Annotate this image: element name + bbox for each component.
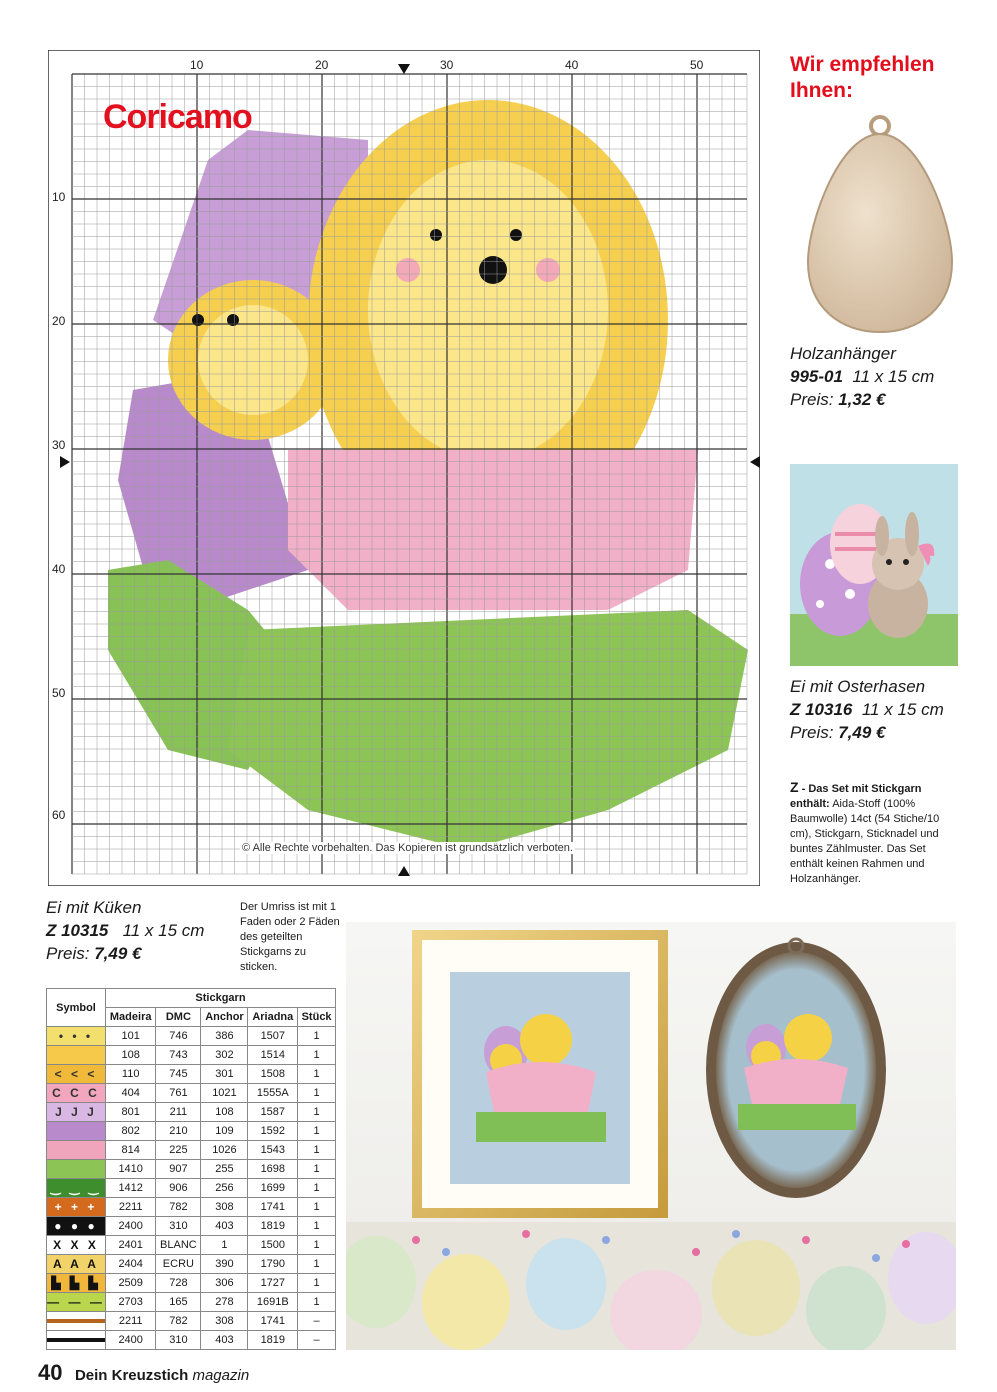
- symbol-swatch: C C C: [47, 1084, 105, 1102]
- legend-ariadna: 1699: [248, 1179, 298, 1198]
- legend-dmc: 907: [156, 1160, 201, 1179]
- legend-row: [47, 1084, 336, 1103]
- product-code: Z 10315: [46, 921, 109, 940]
- outline-note: Der Umriss ist mit 1 Faden oder 2 Fäden des geteilten Stickgarns zu sticken.: [240, 901, 340, 973]
- top-axis-numbers: [190, 58, 730, 74]
- left-number: 60: [52, 808, 66, 822]
- legend-symbol: [47, 1065, 106, 1084]
- legend-row: [47, 1274, 336, 1293]
- symbol-header: Symbol: [47, 989, 106, 1027]
- legend-stueck: –: [298, 1312, 336, 1331]
- legend-madeira: 802: [106, 1122, 156, 1141]
- symbol-swatch: [47, 1046, 105, 1064]
- product-code: Z 10316: [790, 700, 853, 719]
- symbol-swatch: J J J: [47, 1103, 105, 1121]
- legend-symbol: [47, 1141, 106, 1160]
- legend-symbol: [47, 1122, 106, 1141]
- legend-anchor: 255: [201, 1160, 248, 1179]
- legend-dmc: 906: [156, 1179, 201, 1198]
- legend-stueck: 1: [298, 1179, 336, 1198]
- left-number: 10: [52, 190, 66, 204]
- legend-madeira: 2404: [106, 1255, 156, 1274]
- left-number: 20: [52, 314, 66, 328]
- top-number: 30: [440, 58, 454, 72]
- legend-dmc: 746: [156, 1027, 201, 1046]
- symbol-swatch: [47, 1141, 105, 1159]
- legend-madeira: 108: [106, 1046, 156, 1065]
- product-price: 7,49 €: [94, 944, 142, 963]
- legend-row: [47, 1255, 336, 1274]
- col-ariadna: Ariadna: [248, 1008, 298, 1027]
- finished-work-photo: [346, 922, 956, 1350]
- legend-stueck: 1: [298, 1046, 336, 1065]
- set-title: - Das Set mit Stickgarn enthält:: [790, 783, 922, 810]
- legend-symbol: [47, 1255, 106, 1274]
- legend-row: [47, 1027, 336, 1046]
- legend-ariadna: 1698: [248, 1160, 298, 1179]
- product-price: 7,49 €: [838, 723, 886, 742]
- legend-anchor: 256: [201, 1179, 248, 1198]
- legend-symbol: [47, 1236, 106, 1255]
- legend-ariadna: 1514: [248, 1046, 298, 1065]
- legend-ariadna: 1790: [248, 1255, 298, 1274]
- legend-symbol: [47, 1103, 106, 1122]
- legend-stueck: 1: [298, 1065, 336, 1084]
- left-axis-numbers: [52, 190, 72, 830]
- legend-anchor: 109: [201, 1122, 248, 1141]
- legend-dmc: 211: [156, 1103, 201, 1122]
- legend-row: [47, 1236, 336, 1255]
- legend-row: [47, 1065, 336, 1084]
- legend-madeira: 1412: [106, 1179, 156, 1198]
- legend-stueck: 1: [298, 1084, 336, 1103]
- legend-madeira: 801: [106, 1103, 156, 1122]
- price-label: Preis:: [790, 723, 834, 742]
- legend-ariadna: 1592: [248, 1122, 298, 1141]
- thread-legend: [46, 988, 336, 1350]
- symbol-swatch: A A A: [47, 1255, 105, 1273]
- legend-symbol: [47, 1198, 106, 1217]
- legend-symbol: [47, 1084, 106, 1103]
- legend-anchor: 1: [201, 1236, 248, 1255]
- legend-stueck: 1: [298, 1293, 336, 1312]
- symbol-swatch: ● ● ●: [47, 1217, 105, 1235]
- legend-anchor: 308: [201, 1312, 248, 1331]
- price-label: Preis:: [790, 390, 834, 409]
- legend-row: [47, 1046, 336, 1065]
- legend-anchor: 403: [201, 1217, 248, 1236]
- legend-madeira: 110: [106, 1065, 156, 1084]
- col-madeira: Madeira: [106, 1008, 156, 1027]
- legend-madeira: 2401: [106, 1236, 156, 1255]
- legend-ariadna: 1691B: [248, 1293, 298, 1312]
- legend-symbol: [47, 1331, 106, 1350]
- symbol-swatch: [47, 1160, 105, 1178]
- legend-dmc: 210: [156, 1122, 201, 1141]
- legend-dmc: 782: [156, 1198, 201, 1217]
- legend-symbol: [47, 1217, 106, 1236]
- stickgarn-header: Stickgarn: [106, 989, 336, 1008]
- page-number: 40: [38, 1360, 63, 1385]
- legend-ariadna: 1819: [248, 1331, 298, 1350]
- legend-symbol: [47, 1293, 106, 1312]
- product-code: 995-01: [790, 367, 843, 386]
- symbol-swatch: — — —: [47, 1295, 105, 1309]
- wooden-egg-image: [800, 112, 960, 334]
- legend-symbol: [47, 1179, 106, 1198]
- product-name: Ei mit Osterhasen: [790, 677, 926, 696]
- legend-ariadna: 1587: [248, 1103, 298, 1122]
- legend-ariadna: 1727: [248, 1274, 298, 1293]
- legend-madeira: 2509: [106, 1274, 156, 1293]
- product-size: 11 x 15 cm: [852, 367, 935, 386]
- legend-dmc: 728: [156, 1274, 201, 1293]
- set-contents: [790, 780, 955, 887]
- recommend-heading: Wir empfehlen Ihnen:: [790, 53, 935, 102]
- legend-madeira: 101: [106, 1027, 156, 1046]
- legend-dmc: 743: [156, 1046, 201, 1065]
- legend-row: [47, 1160, 336, 1179]
- symbol-swatch: < < <: [47, 1065, 105, 1083]
- legend-stueck: 1: [298, 1236, 336, 1255]
- left-number: 40: [52, 562, 66, 576]
- legend-anchor: 302: [201, 1046, 248, 1065]
- legend-stueck: 1: [298, 1160, 336, 1179]
- legend-anchor: 1021: [201, 1084, 248, 1103]
- top-number: 50: [690, 58, 704, 72]
- legend-dmc: 225: [156, 1141, 201, 1160]
- legend-ariadna: 1508: [248, 1065, 298, 1084]
- legend-anchor: 278: [201, 1293, 248, 1312]
- symbol-swatch: • • •: [47, 1027, 105, 1045]
- copyright-note: [240, 842, 575, 854]
- legend-stueck: 1: [298, 1217, 336, 1236]
- brand-logo: Coricamo: [103, 98, 252, 136]
- legend-anchor: 108: [201, 1103, 248, 1122]
- copyright-text: Alle Rechte vorbehalten. Das Kopieren ist grundsätzlich verboten.: [252, 842, 573, 854]
- symbol-swatch: [47, 1312, 105, 1330]
- legend-ariadna: 1543: [248, 1141, 298, 1160]
- legend-ariadna: 1555A: [248, 1084, 298, 1103]
- product-price: 1,32 €: [838, 390, 886, 409]
- legend-anchor: 301: [201, 1065, 248, 1084]
- symbol-swatch: + + +: [47, 1198, 105, 1216]
- legend-dmc: 310: [156, 1217, 201, 1236]
- legend-ariadna: 1500: [248, 1236, 298, 1255]
- legend-row: [47, 1198, 336, 1217]
- symbol-swatch: [47, 1331, 105, 1349]
- legend-stueck: 1: [298, 1255, 336, 1274]
- legend-symbol: [47, 1046, 106, 1065]
- legend-dmc: BLANC: [156, 1236, 201, 1255]
- legend-stueck: 1: [298, 1122, 336, 1141]
- legend-stueck: –: [298, 1331, 336, 1350]
- legend-madeira: 814: [106, 1141, 156, 1160]
- bunny-kit-image: [790, 464, 958, 666]
- legend-row: [47, 1331, 336, 1350]
- legend-dmc: 165: [156, 1293, 201, 1312]
- legend-row: [47, 1217, 336, 1236]
- legend-row: [47, 1293, 336, 1312]
- legend-stueck: 1: [298, 1027, 336, 1046]
- col-dmc: DMC: [156, 1008, 201, 1027]
- legend-anchor: 306: [201, 1274, 248, 1293]
- legend-madeira: 2400: [106, 1217, 156, 1236]
- price-label: Preis:: [46, 944, 90, 963]
- legend-anchor: 390: [201, 1255, 248, 1274]
- page-footer: [38, 1360, 249, 1386]
- top-number: 10: [190, 58, 204, 72]
- main-product: [46, 896, 246, 965]
- product-size: 11 x 15 cm: [122, 921, 205, 940]
- symbol-swatch: ‿ ‿ ‿: [47, 1179, 105, 1197]
- legend-dmc: 745: [156, 1065, 201, 1084]
- set-text: Aida-Stoff (100% Baumwolle) 14ct (54 Stiche/10 cm), Stickgarn, Sticknadel und buntes Zählmuster. Das Set enthält keinen Rahmen und Holzanhänger.: [790, 798, 940, 885]
- legend-ariadna: 1507: [248, 1027, 298, 1046]
- legend-symbol: [47, 1312, 106, 1331]
- copyright-icon: ©: [242, 842, 251, 854]
- symbol-swatch: [47, 1122, 105, 1140]
- legend-madeira: 2211: [106, 1198, 156, 1217]
- legend-ariadna: 1741: [248, 1312, 298, 1331]
- top-number: 40: [565, 58, 579, 72]
- stitch-grid: [48, 50, 760, 886]
- legend-ariadna: 1741: [248, 1198, 298, 1217]
- set-prefix: Z: [790, 779, 799, 795]
- legend-row: [47, 1141, 336, 1160]
- legend-symbol: [47, 1274, 106, 1293]
- legend-madeira: 1410: [106, 1160, 156, 1179]
- cross-stitch-chart: [48, 50, 760, 886]
- product-name: Holzanhänger: [790, 344, 896, 363]
- legend-stueck: 1: [298, 1274, 336, 1293]
- legend-symbol: [47, 1027, 106, 1046]
- legend-madeira: 2211: [106, 1312, 156, 1331]
- legend-row: [47, 1179, 336, 1198]
- legend-dmc: ECRU: [156, 1255, 201, 1274]
- legend-row: [47, 1122, 336, 1141]
- top-number: 20: [315, 58, 329, 72]
- legend-madeira: 2400: [106, 1331, 156, 1350]
- legend-anchor: 308: [201, 1198, 248, 1217]
- legend-anchor: 386: [201, 1027, 248, 1046]
- product-name: Ei mit Küken: [46, 898, 142, 917]
- col-anchor: Anchor: [201, 1008, 248, 1027]
- legend-dmc: 310: [156, 1331, 201, 1350]
- product-holzanhaenger: [790, 342, 990, 411]
- legend-dmc: 782: [156, 1312, 201, 1331]
- legend-stueck: 1: [298, 1198, 336, 1217]
- left-number: 30: [52, 438, 66, 452]
- legend-madeira: 2703: [106, 1293, 156, 1312]
- left-number: 50: [52, 686, 66, 700]
- symbol-swatch: X X X: [47, 1236, 105, 1254]
- legend-ariadna: 1819: [248, 1217, 298, 1236]
- legend-stueck: 1: [298, 1103, 336, 1122]
- col-stueck: Stück: [298, 1008, 336, 1027]
- magazine-suffix: magazin: [192, 1367, 250, 1384]
- legend-stueck: 1: [298, 1141, 336, 1160]
- legend-row: [47, 1312, 336, 1331]
- legend-anchor: 403: [201, 1331, 248, 1350]
- legend-symbol: [47, 1160, 106, 1179]
- legend-madeira: 404: [106, 1084, 156, 1103]
- magazine-title: Dein Kreuzstich: [74, 1367, 189, 1384]
- legend-dmc: 761: [156, 1084, 201, 1103]
- product-osterhasen: [790, 675, 990, 744]
- legend-anchor: 1026: [201, 1141, 248, 1160]
- legend-row: [47, 1103, 336, 1122]
- symbol-swatch: ▙ ▙ ▙: [47, 1274, 105, 1292]
- product-size: 11 x 15 cm: [861, 700, 944, 719]
